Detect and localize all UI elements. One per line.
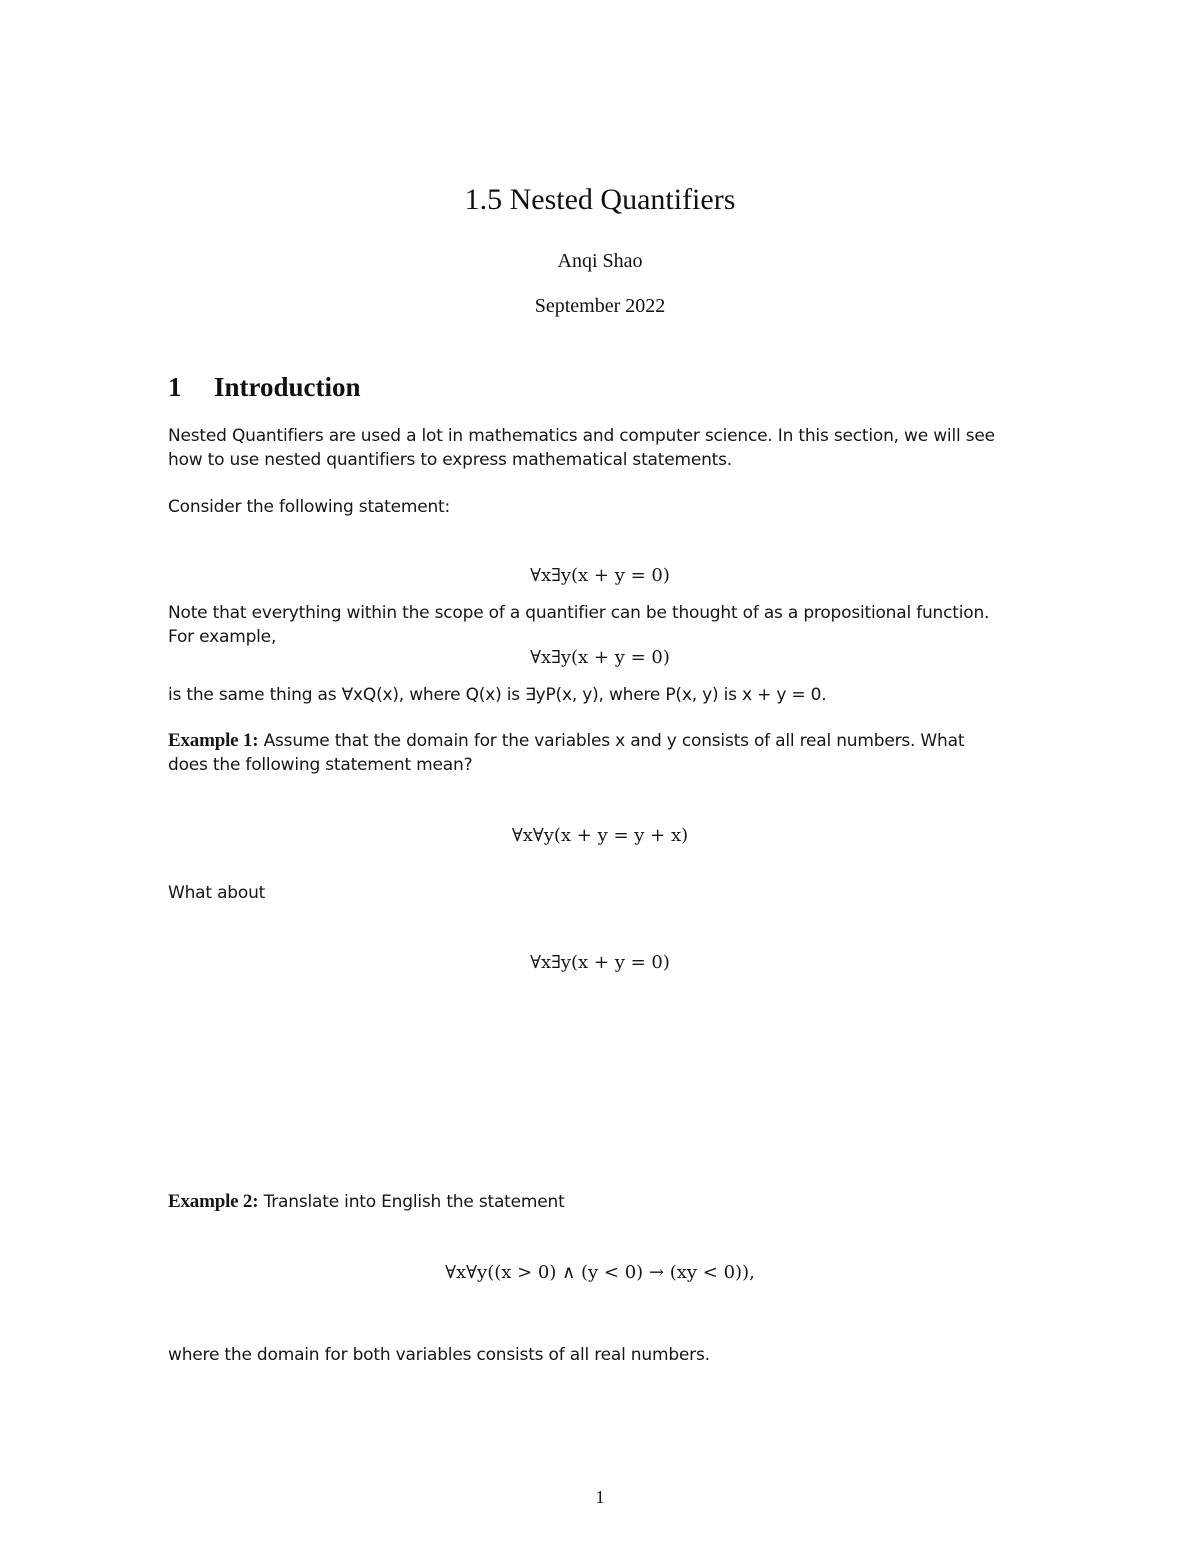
example-1-label: Example 1: [168, 730, 259, 751]
intro-line-1: Nested Quantifiers are used a lot in mathematics and computer science. In this section, we will see [168, 426, 995, 446]
section-heading [168, 372, 361, 403]
section-number: 1 [168, 372, 182, 402]
what-about-text: What about [168, 883, 266, 903]
example-2-paragraph [168, 1190, 1038, 1214]
same-thing-text: is the same thing as ∀xQ(x), where Q(x) is ∃yP(x, y), where P(x, y) is x + y = 0. [168, 685, 827, 705]
intro-paragraph [168, 424, 1038, 472]
equation-5: ∀x∀y((x > 0) ∧ (y < 0) → (xy < 0)), [445, 1262, 755, 1283]
page-number: 1 [595, 1487, 605, 1507]
example-1-paragraph [168, 729, 1038, 777]
example-1-line-2: does the following statement mean? [168, 755, 473, 775]
domain-note: where the domain for both variables consists of all real numbers. [168, 1345, 710, 1365]
document-date: September 2022 [534, 295, 666, 317]
example-1-line-1: Assume that the domain for the variables x and y consists of all real numbers. What [263, 731, 965, 751]
example-2-text: Translate into English the statement [263, 1192, 565, 1212]
section-title: Introduction [214, 372, 361, 402]
equation-3: ∀x∀y(x + y = y + x) [511, 825, 689, 846]
note-line-1: Note that everything within the scope of a quantifier can be thought of as a propositional function. [168, 603, 990, 623]
consider-text: Consider the following statement: [168, 497, 451, 517]
document-title: 1.5 Nested Quantifiers [464, 183, 736, 216]
note-line-2: For example, [168, 627, 277, 647]
example-2-label: Example 2: [168, 1191, 259, 1212]
intro-line-2: how to use nested quantifiers to express mathematical statements. [168, 450, 733, 470]
equation-4: ∀x∃y(x + y = 0) [530, 952, 670, 973]
equation-1: ∀x∃y(x + y = 0) [530, 565, 670, 586]
note-paragraph [168, 601, 1038, 649]
document-author: Anqi Shao [557, 250, 643, 272]
equation-2: ∀x∃y(x + y = 0) [530, 647, 670, 668]
